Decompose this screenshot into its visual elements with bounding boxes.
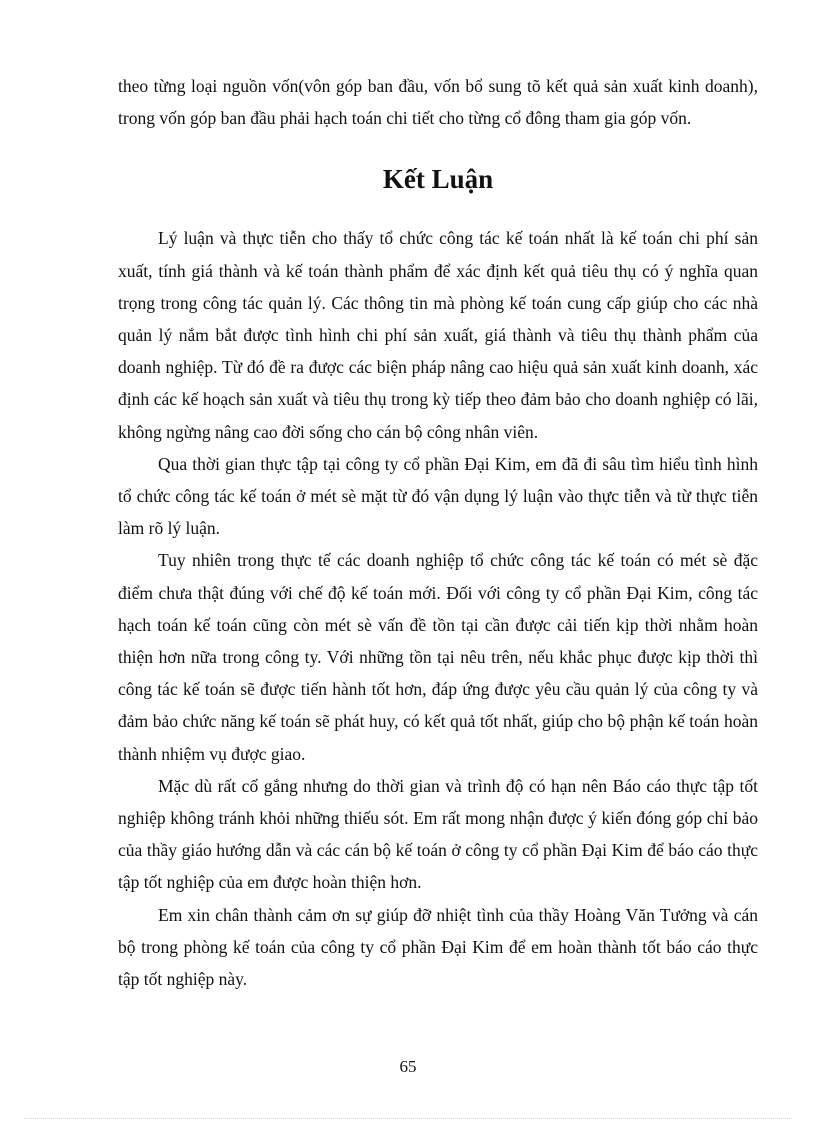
- paragraph-3: Tuy nhiên trong thực tế các doanh nghiệp tổ chức công tác kế toán có mét sè đặc điểm chưa thật đúng với chế độ kế toán mới. Đối với công ty cổ phần Đại Kim, công tác hạch toán kế toán cũng còn mét sè vấn đề tồn tại cần được cải tiến kịp thời nhằm hoàn thiện hơn nữa trong công ty. Với những tồn tại nêu trên, nếu khắc phục được kịp thời thì công tác kế toán sẽ được tiến hành tốt hơn, đáp ứng được yêu cầu quản lý của công ty và đảm bảo chức năng kế toán sẽ phát huy, có kết quả tốt nhất, giúp cho bộ phận kế toán hoàn thành nhiệm vụ được giao.: [118, 550, 758, 764]
- paragraph-5: Em xin chân thành cảm ơn sự giúp đỡ nhiệt tình của thầy Hoàng Văn Tưởng và cán bộ trong phòng kế toán của công ty cổ phần Đại Kim để em hoàn thành tốt báo cáo thực tập tốt nghiệp này.: [118, 904, 758, 990]
- page-number: 65: [399, 1057, 417, 1076]
- paragraph-1: Lý luận và thực tiễn cho thấy tổ chức công tác kế toán nhất là kế toán chi phí sản xuất, tính giá thành và kế toán thành phẩm để xác định kết quả tiêu thụ có ý nghĩa quan trọng trong công tác quản lý. Các thông tin mà phòng kế toán cung cấp giúp cho các nhà quản lý nắm bắt được tình hình chi phí sản xuất, giá thành và tiêu thụ thành phẩm của doanh nghiệp. Từ đó đề ra được các biện pháp nâng cao hiệu quả sản xuất kinh doanh, xác định các kế hoạch sản xuất và tiêu thụ trong kỳ tiếp theo đảm bảo cho doanh nghiệp có lãi, không ngừng nâng cao đời sống cho cán bộ công nhân viên.: [118, 228, 758, 442]
- section-heading: Kết Luận: [382, 164, 494, 195]
- page-content: [118, 70, 758, 995]
- continuation-paragraph: theo từng loại nguồn vốn(vôn góp ban đầu, vốn bổ sung tõ kết quả sản xuất kinh doanh), trong vốn góp ban đầu phải hạch toán chi tiết cho từng cổ đông tham gia góp vốn.: [118, 76, 758, 129]
- paragraph-2: Qua thời gian thực tập tại công ty cổ phần Đại Kim, em đã đi sâu tìm hiểu tình hình tổ chức công tác kế toán ở mét sè mặt từ đó vận dụng lý luận vào thực tiễn và từ thực tiễn làm rõ lý luận.: [118, 453, 758, 539]
- paragraph-4: Mặc dù rất cố gắng nhưng do thời gian và trình độ có hạn nên Báo cáo thực tập tốt nghiệp không tránh khỏi những thiếu sót. Em rất mong nhận được ý kiến đóng góp chỉ bảo của thầy giáo hướng dẫn và các cán bộ kế toán ở công ty cổ phần Đại Kim để báo cáo thực tập tốt nghiệp của em được hoàn thiện hơn.: [118, 775, 758, 893]
- page-bottom-divider: [24, 1118, 792, 1119]
